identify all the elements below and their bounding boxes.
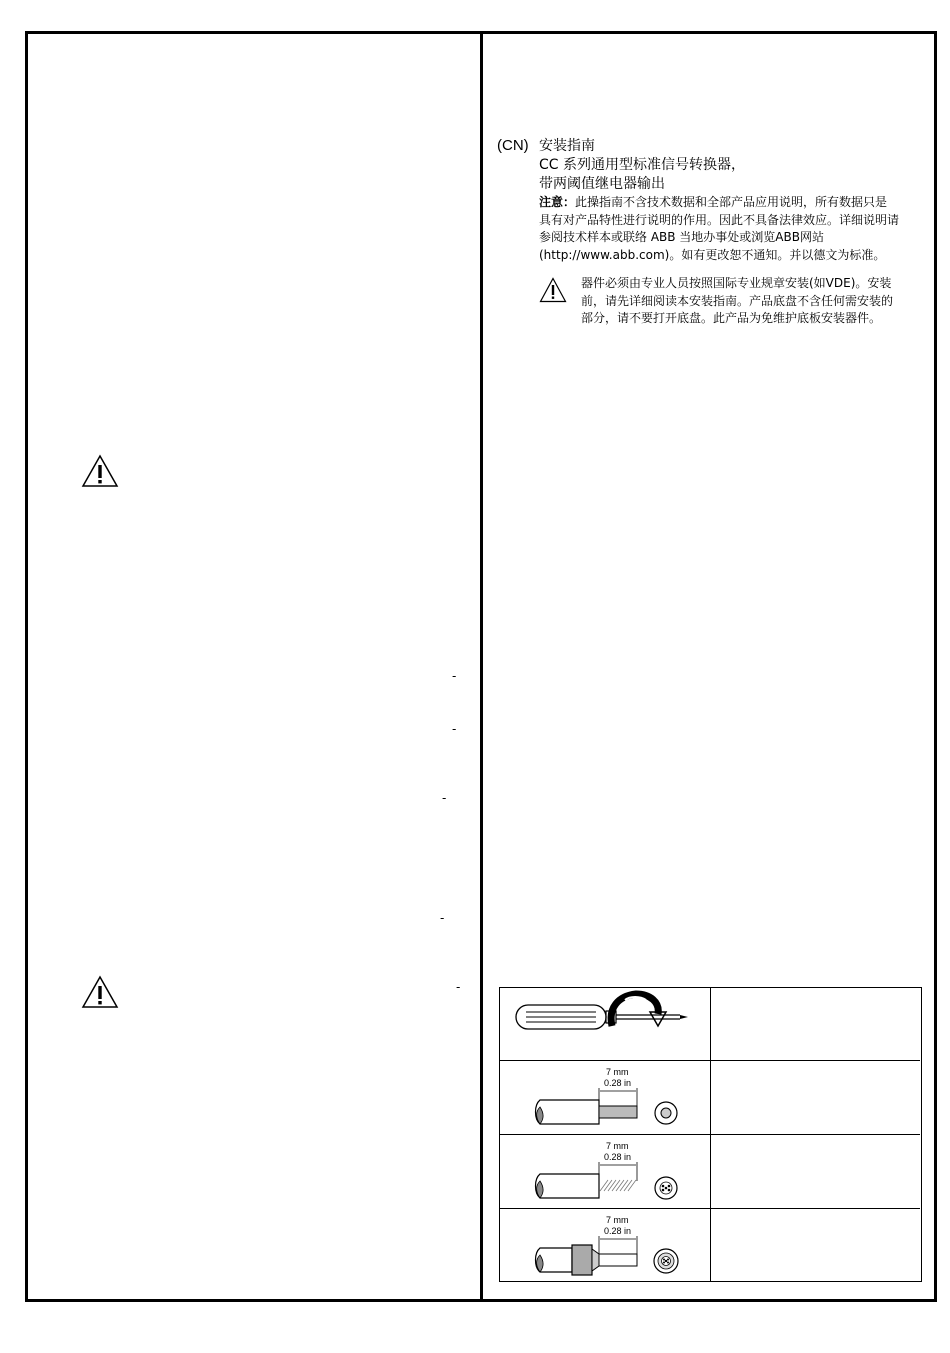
- dimension-inch: 0.28 in: [604, 1152, 632, 1162]
- table-cell-text: [711, 988, 920, 1060]
- table-row: [500, 1061, 920, 1134]
- screwdriver-icon: [500, 988, 709, 1060]
- title-line: 安装指南: [539, 138, 595, 154]
- dimension-mm: 7 mm: [606, 1141, 629, 1151]
- warning-triangle-icon: [539, 277, 567, 303]
- wiring-table: [499, 987, 922, 1282]
- dimension-mm: 7 mm: [606, 1215, 629, 1225]
- language-label: (CN): [497, 137, 529, 154]
- table-cell-image: [500, 1135, 711, 1208]
- note-text: 此操指南不含技术数据和全部产品应用说明，所有数据只是具有对产品特性进行说明的作用。因此不具备法律效应。详细说明请参阅技术样本或联络 ABB 当地办事处或浏览ABB网站 (http://www.abb.com)。如有更改恕不通知。并以德文为标准。: [539, 195, 900, 262]
- table-cell-text: [711, 1135, 920, 1208]
- table-cell-image: [500, 1061, 711, 1134]
- section-title: [539, 137, 745, 194]
- dimension-inch: 0.28 in: [604, 1078, 632, 1088]
- stranded-wire-stripping-icon: [500, 1135, 709, 1208]
- dimension-inch: 0.28 in: [604, 1226, 632, 1236]
- dash-mark: -: [452, 669, 457, 683]
- warning-text: 器件必须由专业人员按照国际专业规章安装(如VDE)。安装前，请先详细阅读本安装指南。产品底盘不含任何需安装的部分，请不要打开底盘。此产品为免维护底板安装器件。: [581, 276, 894, 325]
- dash-mark: -: [442, 791, 447, 805]
- dimension-mm: 7 mm: [606, 1067, 629, 1077]
- table-cell-text: [711, 1061, 920, 1134]
- title-line: CC 系列通用型标准信号转换器，: [539, 157, 746, 173]
- table-row: [500, 1135, 920, 1208]
- title-line: 带两阈值继电器输出: [539, 176, 665, 192]
- table-cell-image: [500, 1209, 711, 1281]
- dash-mark: -: [440, 911, 445, 925]
- warning-triangle-icon: [81, 975, 119, 1009]
- table-cell-text: [711, 1209, 920, 1281]
- solid-wire-stripping-icon: [500, 1061, 709, 1134]
- column-divider: [480, 31, 483, 1302]
- ferrule-wire-icon: [500, 1209, 709, 1281]
- note-heading: 注意：: [539, 195, 576, 209]
- warning-triangle-icon: [81, 454, 119, 488]
- table-row: [500, 1209, 920, 1281]
- dash-mark: -: [456, 980, 461, 994]
- dash-mark: -: [452, 722, 457, 736]
- table-cell-image: [500, 988, 711, 1060]
- table-row: [500, 988, 920, 1060]
- note-paragraph: [539, 194, 899, 264]
